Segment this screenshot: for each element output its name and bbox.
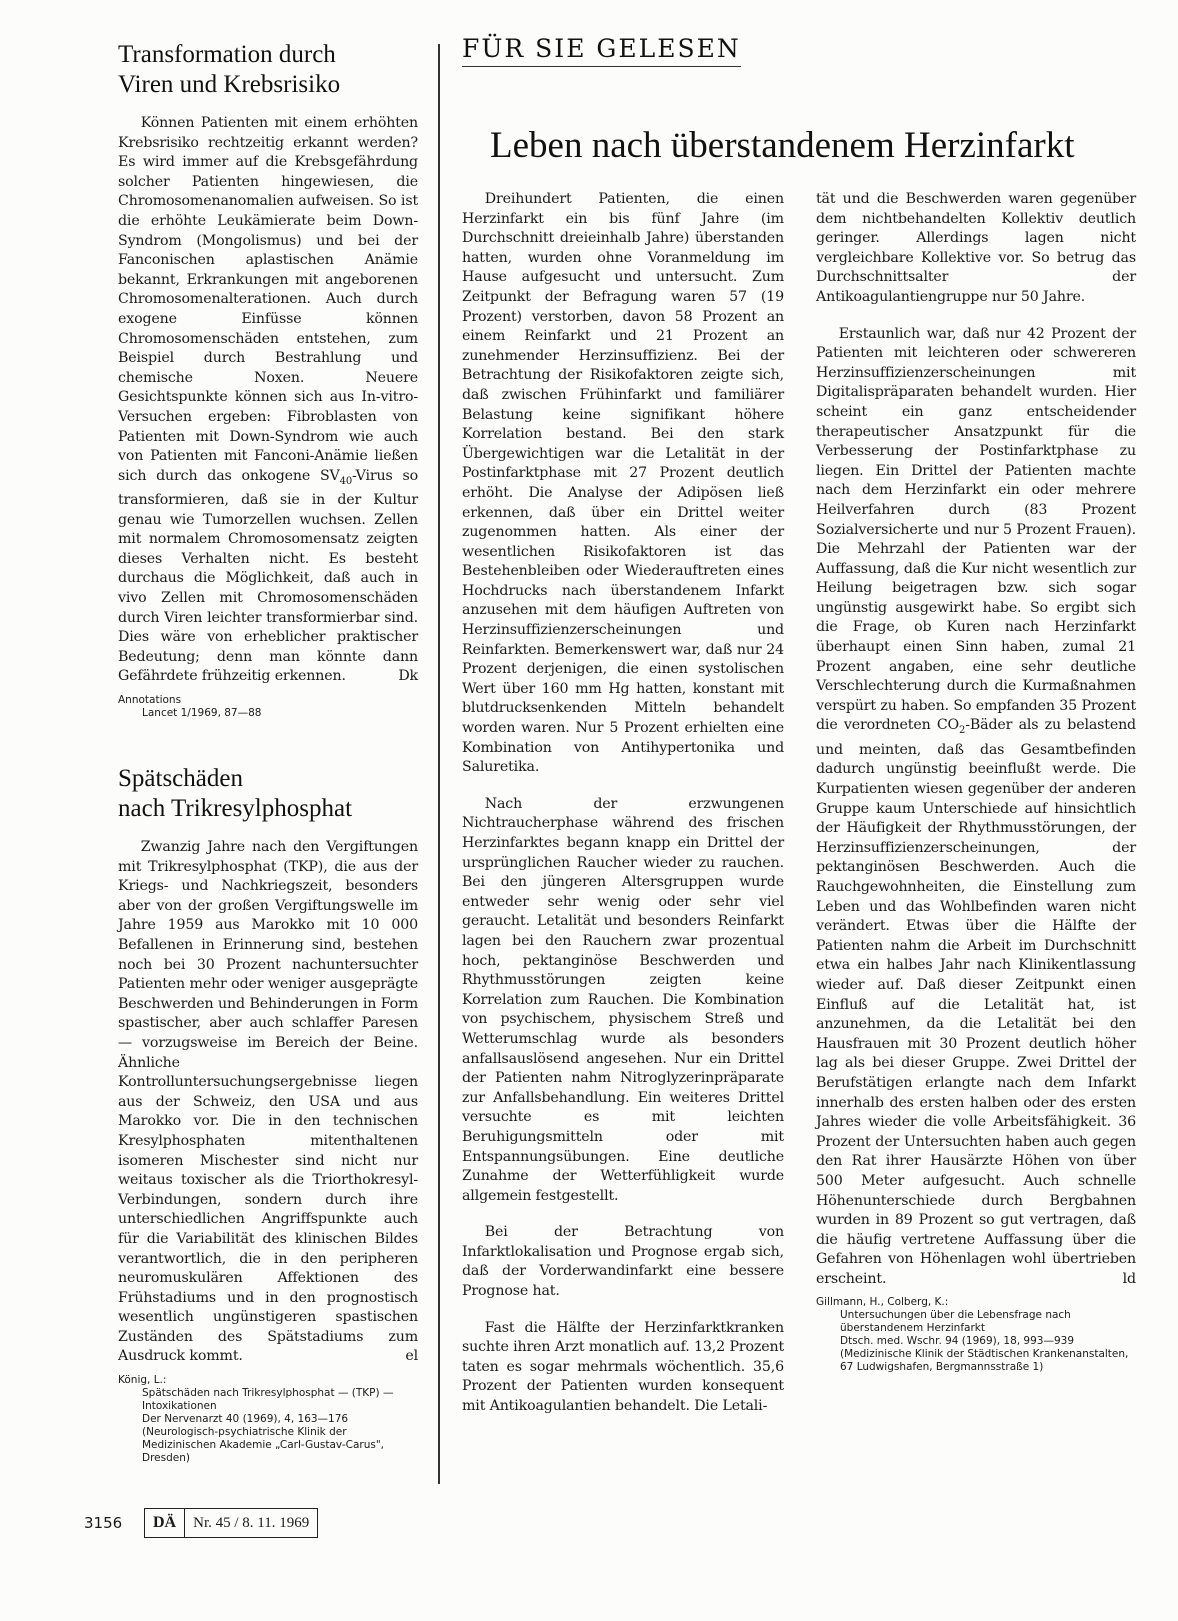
reference-author: Gillmann, H., Colberg, K.: (816, 1296, 949, 1309)
article-body (118, 838, 418, 1367)
body-text: Können Patienten mit einem erhöhten Krebsrisiko rechtzeitig erkannt werden? Es wird immer auf die Krebsgefährdung solcher Patienten hingewiesen, die Chromosomenanomalien aufweisen. So ist die erhöhte Leukämierate beim Down-Syndrom (Mongolismus) und bei der Fanconischen aplastischen Anämie bekannt, Erkrankungen mit angeborenen Chromosomenalterationen. Auch durch exogene Einfüsse können Chromosomenschäden entstehen, zum Beispiel durch Bestrahlung und chemische Noxen. Neuere Gesichtspunkte können sich aus In-vitro-Versuchen ergeben: Fibroblasten von Patienten mit Down-Syndrom wie auch von Patienten mit Fanconi-Anämie ließen sich durch das onkogene SV (118, 115, 418, 484)
column-divider (438, 44, 440, 1484)
body-text: -Bäder als zu belastend und meinten, daß das Gesamtbefinden dadurch ungünstig beeinflußt werde. Die Kurpatienten wiesen gegenüber der anderen Gruppe kaum Unterschiede auf hinsichtlich der Häufigkeit der Rhythmusstörungen, der Herzinsuffizienzerscheinungen, der pektanginösen Beschwerden. Auch die Rauchgewohnheiten, die Einstellung zum Leben und das Wohlbefinden waren nicht verändert. Etwas über die Hälfte der Patienten nahm die Arbeit im Durchschnitt etwa ein halbes Jahr nach Klinikentlassung wieder auf. Daß dieser Zeitpunkt einen Einfluß auf die Letalität hat, ist anzunehmen, da die Letalität bei den Hausfrauen mit 30 Prozent deutlich höher lag als bei dieser Gruppe. Zwei Drittel der Berufstätigen erlangte nach dem Infarkt innerhalb des ersten halben oder des ersten Jahres wieder die volle Arbeitsfähigkeit. 36 Prozent der Untersuchten haben auch gegen den Rat ihrer Hausärzte Höhen von über 500 Meter aufgesucht. Auch schnelle Höhenunterschiede durch Bergbahnen wurden in 89 Prozent so gut vertragen, daß die häufig vertretene Auffassung über die Gefahren von Höhenlagen wohl übertrieben erscheint. (816, 717, 1136, 1287)
title-line: Viren und Krebsrisiko (118, 71, 341, 98)
article-title (118, 40, 418, 100)
body-text: Erstaunlich war, daß nur 42 Prozent der Patienten mit leichteren oder schwereren Herzinsuffizienzerscheinungen mit Digitalispräparaten behandelt wurden. Hier scheint ein ganz entscheidender therapeutischer Ansatzpunkt für die Verbesserung der Postinfarktphase zu liegen. Ein Drittel der Patienten machte nach dem Herzinfarkt ein oder mehrere Heilverfahren durch (83 Prozent Sozialversicherte und nur 5 Prozent Frauen). Die Mehrzahl der Patienten war der Auffassung, daß die Kur nicht wesentlich zur Heilung beigetragen bzw. sich sogar ungünstig ausgewirkt habe. So ergibt sich die Frage, ob Kuren nach Herzinfarkt überhaupt einen Sinn haben, zumal 21 Prozent angaben, eine sehr deutliche Verschlechterung durch die Kurmaßnahmen verspürt zu haben. So empfanden 35 Prozent die verordneten CO (816, 325, 1136, 734)
section-header (462, 34, 741, 67)
author-signature: el (405, 1348, 418, 1365)
journal-logo: DÄ (145, 1509, 185, 1537)
body-text: Zwanzig Jahre nach den Vergiftungen mit Trikresylphosphat (TKP), die aus der Kriegs- und Nachkriegszeit, besonders aber von der großen Vergiftungswelle im Jahre 1959 aus Marokko mit 10 000 Befallenen in Erinnerung sind, bestehen noch bei 30 Prozent nachuntersuchter Patienten mehr oder weniger ausgeprägte Beschwerden und Behinderungen in Form spastischer, aber auch schlaffer Paresen — vorzugsweise im Bereich der Beine. Ähnliche Kontrolluntersuchungsergebnisse liegen aus der Schweiz, den USA und aus Marokko vor. Die in den technischen Kresylphosphaten mitenthaltenen isomeren Mischester sind nicht nur weitaus toxischer als die Triorthokresyl-Verbindungen, sondern durch ihre unterschiedlichen Angriffspunkte auch für die Variabilität des klinischen Bildes verantwortlich, die in den peripheren neuromuskulären Affektionen des Frühstadiums und in den prognostisch wesentlich ungünstigeren spastischen Zuständen des Spätstadiums zum Ausdruck kommt. (118, 839, 418, 1365)
reference-source: Lancet 1/1969, 87—88 (142, 707, 262, 720)
issue-info: Nr. 45 / 8. 11. 1969 (193, 1514, 310, 1531)
reference-author: König, L.: (118, 1374, 167, 1387)
title-line: nach Trikresylphosphat (118, 795, 353, 823)
article-paragraph: Dreihundert Patienten, die einen Herzinfarkt ein bis fünf Jahre (im Durchschnitt dreieinhalb Jahre) überstanden hatten, wurden ohne Voranmeldung im Hause aufgesucht und untersucht. Zum Zeitpunkt der Befragung waren 57 (19 Prozent) verstorben, davon 58 Prozent an einem Reinfarkt und 21 Prozent an zunehmender Herzinsuffizienz. Bei der Betrachtung der Risikofaktoren zeigte sich, daß zwischen Frühinfarkt und familiärer Belastung keine signifikant höhere Korrelation bestand. Bei den stark Übergewichtigen war die Letalität in der Postinfarktphase mit 27 Prozent deutlich erhöht. Die Analyse der Adipösen ließ erkennen, daß über ein Drittel weiter zugenommen hatten. Als einer der wesentlichen Risikofaktoren ist das Bestehenbleiben oder Wiederauftreten eines Hochdrucks nach überstandenem Infarkt anzusehen mit dem häufigen Auftreten von Herzinsuffizienzerscheinungen und Reinfarkten. Bemerkenswert war, daß nur 24 Prozent derjenigen, die einen systolischen Wert über 160 mm Hg hatten, konstant mit blutdrucksenkenden Mitteln behandelt worden waren. Nur 5 Prozent erhielten eine Kombination von Antihypertonika und Saluretika. (462, 191, 784, 776)
subscript: 2 (959, 725, 966, 737)
section-header-text: FÜR SIE GELESEN (462, 34, 741, 67)
article-paragraph: Bei der Betrachtung von Infarktlokalisation und Prognose ergab sich, daß der Vorderwandinfarkt eine bessere Prognose hat. (462, 1224, 784, 1300)
article-transformation (118, 40, 418, 720)
subscript: 40 (339, 475, 353, 487)
author-signature: Dk (398, 668, 418, 685)
article-body (118, 114, 418, 687)
journal-badge (144, 1508, 318, 1538)
reference-author: Annotations (118, 694, 182, 707)
reference-source: Dtsch. med. Wschr. 94 (1969), 18, 993—939 (840, 1335, 1075, 1348)
reference-title: Untersuchungen über die Lebensfrage nach überstandenem Herzinfarkt (840, 1309, 1071, 1335)
article-paragraph: Fast die Hälfte der Herzinfarktkranken suchte ihren Arzt monatlich auf. 13,2 Prozent taten es sogar mehrmals wöchentlich. 35,6 Prozent der Patienten wurden konsequent mit Antikoagulantien behandelt. Die Letali- (462, 1319, 784, 1415)
main-article-column-2 (816, 190, 1136, 1374)
article-paragraph: Nach der erzwungenen Nichtraucherphase während des frischen Herzinfarktes begann knapp ein Drittel der ursprünglichen Raucher wieder zu rauchen. Bei den jüngeren Altersgruppen wurde entweder sehr wenig oder sehr viel geraucht. Letalität und besonders Reinfarkt lagen bei den Rauchern zwar prozentual hoch, pektanginöse Beschwerden und Rhythmusstörungen zeigten keine Korrelation zum Rauchen. Die Kombination von psychischem, physischem Streß und Wetterumschlag wurde als besonders anfallsauslösend angesehen. Nur ein Drittel der Patienten nahm Nitroglyzerinpräparate zur Anfallsbehandlung. Ein weiteres Drittel versuchte es mit leichten Beruhigungsmitteln oder mit Entspannungsübungen. Eine deutliche Zunahme der Wetterfühligkeit wurde allgemein festgestellt. (462, 795, 784, 1204)
reference (816, 1296, 1136, 1374)
main-article-title: Leben nach überstandenem Herzinfarkt (490, 125, 1075, 166)
article-spaetschaeden (118, 764, 418, 1465)
title-line: Spätschäden (118, 765, 243, 793)
reference-source: Der Nervenarzt 40 (1969), 4, 163—176 (142, 1413, 349, 1426)
reference (118, 1374, 418, 1465)
article-paragraph: tät und die Beschwerden waren gegenüber dem nichtbehandelten Kollektiv deutlich geringer. Allerdings lagen nicht vergleichbare Kollektive vor. So betrug das Durchschnittsalter der Antikoagulantiengruppe nur 50 Jahre. (816, 191, 1136, 305)
author-signature: ld (1122, 1270, 1136, 1287)
page-footer (84, 1508, 318, 1538)
main-article-column-1 (462, 190, 784, 1434)
reference-institution: (Medizinische Klinik der Städtischen Krankenanstalten, 67 Ludwigshafen, Bergmannsstraße 1) (840, 1348, 1129, 1374)
left-column (118, 40, 418, 1465)
page-number: 3156 (84, 1514, 123, 1532)
reference-title: Spätschäden nach Trikresylphosphat — (TKP) — Intoxikationen (142, 1387, 394, 1413)
article-title (118, 764, 418, 824)
body-text: -Virus so transformieren, daß sie in der Kultur genau wie Tumorzellen wuchsen. Zellen mit normalem Chromosomensatz zeigten dieses Verhalten nicht. Es besteht durchaus die Möglichkeit, daß auch in vivo Zellen mit Chromosomenschäden durch Viren leichter transformierbar sind. Dies wäre von erheblicher praktischer Bedeutung; denn man könnte dann Gefährdete frühzeitig erkennen. (118, 467, 418, 685)
reference (118, 694, 418, 720)
reference-institution: (Neurologisch-psychiatrische Klinik der Medizinischen Akademie „Carl-Gustav-Carus", Dresden) (142, 1426, 384, 1465)
title-line: Transformation durch (118, 41, 336, 68)
article-paragraph (816, 325, 1136, 1290)
